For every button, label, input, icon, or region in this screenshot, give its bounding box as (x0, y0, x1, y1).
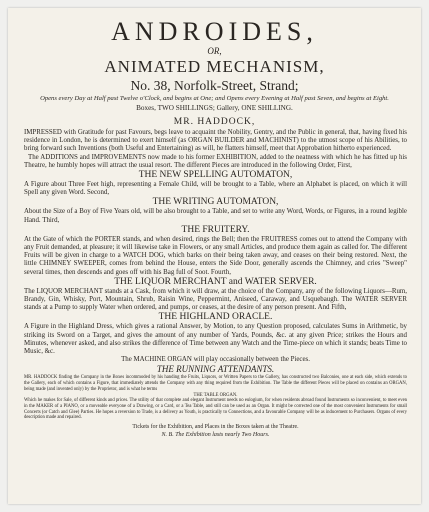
address: No. 38, Norfolk-Street, Strand; (130, 78, 299, 93)
broadside-sheet (8, 8, 421, 504)
table-organ-heading: THE TABLE ORGAN. (193, 392, 238, 398)
proprietor-name: MR. HADDOCK, (173, 117, 256, 127)
or-line: OR, (207, 46, 222, 56)
opening-hours: Opens every Day at Half past Twelve o'Clock, and begins at One; and Opens every Evening at Half past Seven, and begins at Eight. (40, 95, 389, 102)
nb-line: N. B. The Exhibition lasts nearly Two Hours. (161, 432, 270, 439)
section-text: At the Gate of which the PORTER stands, and when desired, rings the Bell; then the FRUITRESS comes out to attend the Company with any Fruit demanded, at pleasure; it will likewise take in Flowers, or any small Articles, and produce them again as called for. The different Fruits will be given in charge to a WATCH DOG, which barks on their being taken away, and ceases on their being restored. Next, the little CHIMNEY SWEEPER, comes from behind the House, enters the Side Door, generally ascends the Chimney, and cries "Sweep" several times, then descends and goes off with his Bag full of Soot. Fourth, (24, 235, 407, 276)
section-heading: THE FRUITERY. (181, 224, 250, 235)
document-subtitle: ANIMATED MECHANISM, (104, 57, 325, 76)
machine-organ-line: The MACHINE ORGAN will play occasionally between the Pieces. (121, 356, 310, 364)
running-attendants-heading: THE RUNNING ATTENDANTS. (156, 364, 275, 375)
document-title: ANDROIDES, (111, 17, 318, 46)
intro-paragraph: IMPRESSED with Gratitude for past Favours, begs leave to acquaint the Nobility, Gentry, and the Public in general, that, having fixed his residence in London, he is determined to exert himself (as ORGAN BUILDER and MACHINIST) to the utmost scope of his Abilities, to bring forward such Inventions (both Useful and Entertaining) as will, he flatters himself, meet that Approbation hitherto experienced. (24, 129, 407, 153)
running-attendants-text: MR. HADDOCK finding the Company in the Boxes incommoded by his handing the Fruits, Liquors, or Written Papers to the Gallery, has constructed two Balconies, one at each side, which extends to the Gallery, each of which contains a Figure, that immediately attends the Company with any thing required from the Exhibition. The Table the different Pieces will be placed on contains an ORGAN, being made (and invented only) by the Proprietor, and is what he terms (24, 375, 407, 392)
additions-paragraph: The ADDITIONS and IMPROVEMENTS now made to his former EXHIBITION, added to the neatness with which he has fitted up his Theatre, he humbly hopes will attract the usual resort. The different Pieces are introduced in the following Order, First, (24, 153, 407, 169)
section-text: About the Size of a Boy of Five Years old, will be also brought to a Table, and set to write any Word, Words, or Figures, in a round legible Hand. Third, (24, 208, 407, 224)
section-text: A Figure about Three Feet high, representing a Female Child, will be brought to a Table, where an Alphabet is placed, on which it will Spell any given Word. Second, (24, 181, 407, 197)
closing-text: Which he makes for Sale, of different kinds and prices. The utility of that complete and elegant Instrument needs no eulogium, for when residents abroad found Instruments so inconvenient, to meet even in the MAKER of a PIANO, or a moveable everyone of a Drawing, or a Card, or a Tea Table, and still can be used as an Organ. It might be corrected one of the most convenient Instruments for small Concerts (or Catch and Glee) Parties. He hopes a reversion to Trade, is a delivery as Youth, is practically to Connections, and a favourable Company will be as inducement to Purchasers. Organs of every description made and repaired. (24, 398, 407, 421)
section-heading: THE WRITING AUTOMATON, (152, 197, 279, 208)
section-text: A Figure in the Highland Dress, which gives a rational Answer, by Motion, to any Question proposed, calculates Sums in Arithmetic, by striking its Sword on a Target, and gives the amount of any number of Yards, Pounds, &c. at any given Price; strikes the Hours and Minutes, whenever asked, and also strikes the difference of Time between any Watch and the Time-piece on which it stands; beats Time to Music, &c. (24, 323, 407, 356)
admission-prices: Boxes, TWO SHILLINGS; Gallery, ONE SHILLING. (136, 104, 293, 112)
notice-body (8, 129, 421, 439)
section-text: The LIQUOR MERCHANT stands at a Cask, from which it will draw, at the choice of the Company, any of the following Liquors—Rum, Brandy, Gin, Whisky, Port, Mountain, Shrub, Raisin Wine, Peppermint, Aniseed, Caraway, and Usquebaugh. The WATER SERVER stands at a Pump to supply Water when ordered, and pumps, or ceases, at the desire of any person present. And Fifth, (24, 287, 407, 312)
section-heading: THE NEW SPELLING AUTOMATON, (138, 170, 293, 181)
tickets-line: Tickets for the Exhibition, and Places in the Boxes taken at the Theatre. (132, 424, 299, 431)
section-heading: THE HIGHLAND ORACLE. (158, 312, 273, 323)
section-heading: THE LIQUOR MERCHANT and WATER SERVER. (114, 276, 317, 287)
